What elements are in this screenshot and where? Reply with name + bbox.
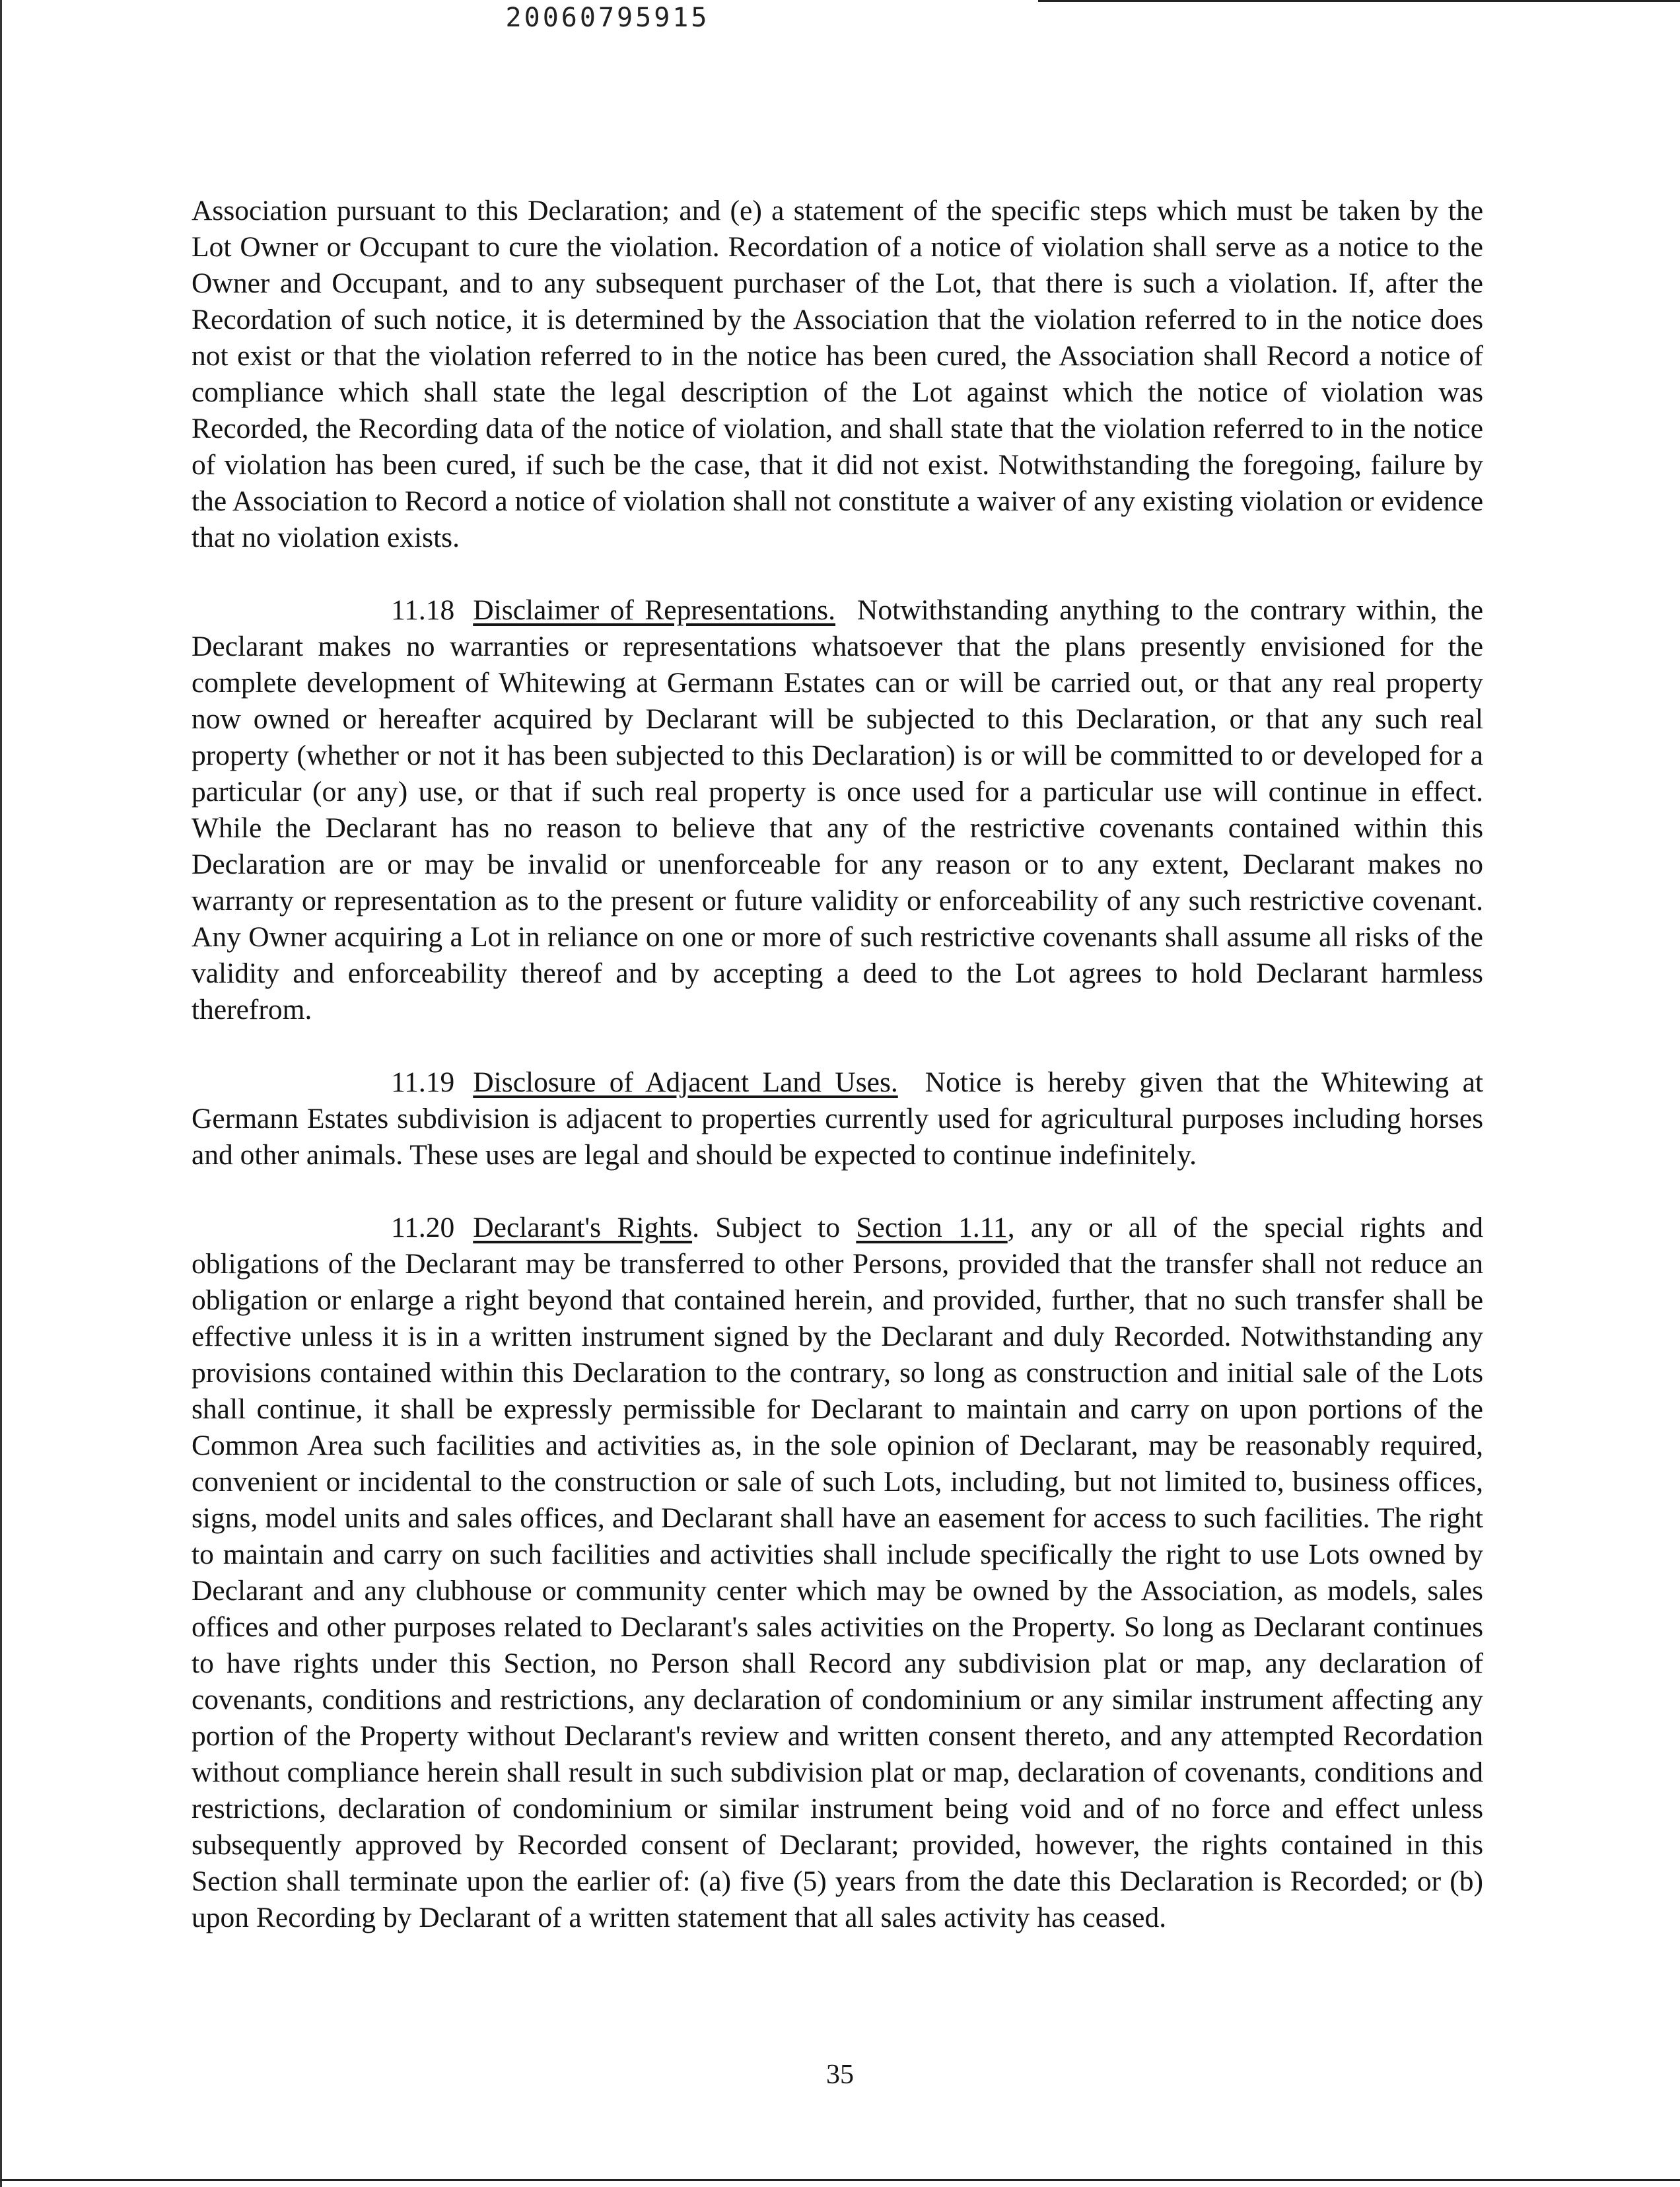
section-11-18 [192,592,1483,1028]
section-text-lead: . Subject to [692,1212,857,1243]
section-title: Disclaimer of Representations. [473,594,835,626]
section-text: , any or all of the special rights and obligations of the Declarant may be transferred to other Persons, provided that the transfer shall not reduce an obligation or enlarge a right beyond that contained herein, and provided, further, that no such transfer shall be effective unless it is in a written instrument signed by the Declarant and duly Recorded. Notwithstanding any provisions contained within this Declaration to the contrary, so long as construction and initial sale of the Lots shall continue, it shall be expressly permissible for Declarant to maintain and carry on upon portions of the Common Area such facilities and activities as, in the sole opinion of Declarant, may be reasonably required, convenient or incidental to the construction or sale of such Lots, including, but not limited to, business offices, signs, model units and sales offices, and Declarant shall have an easement for access to such facilities. The right to maintain and carry on such facilities and activities shall include specifically the right to use Lots owned by Declarant and any clubhouse or community center which may be owned by the Association, as models, sales offices and other purposes related to Declarant's sales activities on the Property. So long as Declarant continues to have rights under this Section, no Person shall Record any subdivision plat or map, any declaration of covenants, conditions and restrictions, any declaration of condominium or any similar instrument affecting any portion of the Property without Declarant's review and written consent thereto, and any attempted Recordation without compliance herein shall result in such subdivision plat or map, declaration of covenants, conditions and restrictions, declaration of condominium or similar instrument being void and of no force and effect unless subsequently approved by Recorded consent of Declarant; provided, however, the rights contained in this Section shall terminate upon the earlier of: (a) five (5) years from the date this Declaration is Recorded; or (b) upon Recording by Declarant of a written statement that all sales activity has ceased. [192,1212,1483,1933]
section-11-19 [192,1064,1483,1173]
document-body [192,193,1483,1972]
section-text: Notice is hereby given that the Whitewing at Germann Estates subdivision is adjacent to properties currently used for agricultural purposes including horses and other animals. These uses are legal and should be expected to continue indefinitely. [192,1066,1483,1171]
section-number: 11.20 [391,1212,455,1243]
section-title: Disclosure of Adjacent Land Uses. [473,1066,898,1098]
section-text: Notwithstanding anything to the contrary within, the Declarant makes no warranties or representations whatsoever that the plans presently envisioned for the complete development of Whitewing at Germann Estates can or will be carried out, or that any real property now owned or hereafter acquired by Declarant will be subjected to this Declaration, or that any such real property (whether or not it has been subjected to this Declaration) is or will be committed to or developed for a particular (or any) use, or that if such real property is once used for a particular use will continue in effect. While the Declarant has no reason to believe that any of the restrictive covenants contained within this Declaration are or may be invalid or unenforceable for any reason or to any extent, Declarant makes no warranty or representation as to the present or future validity or enforceability of any such restrictive covenant. Any Owner acquiring a Lot in reliance on one or more of such restrictive covenants shall assume all risks of the validity and enforceability thereof and by accepting a deed to the Lot agrees to hold Declarant harmless therefrom. [192,594,1483,1025]
page-number: 35 [826,2060,854,2090]
section-number: 11.18 [391,594,455,626]
continuation-paragraph: Association pursuant to this Declaration; and (e) a statement of the specific steps which must be taken by the Lot Owner or Occupant to cure the violation. Recordation of a notice of violation shall serve as a notice to the Owner and Occupant, and to any subsequent purchaser of the Lot, that there is such a violation. If, after the Recordation of such notice, it is determined by the Association that the violation referred to in the notice does not exist or that the violation referred to in the notice has been cured, the Association shall Record a notice of compliance which shall state the legal description of the Lot against which the notice of violation was Recorded, the Recording data of the notice of violation, and shall state that the violation referred to in the notice of violation has been cured, if such be the case, that it did not exist. Notwithstanding the foregoing, failure by the Association to Record a notice of violation shall not constitute a waiver of any existing violation or evidence that no violation exists. [192,195,1483,553]
section-cross-reference: Section 1.11 [856,1212,1008,1243]
section-title: Declarant's Rights [473,1212,693,1243]
section-number: 11.19 [391,1066,455,1098]
document-number: 20060795915 [505,3,710,33]
scan-top-edge-rule [1038,0,1680,2]
scan-bottom-edge-rule [0,2179,1680,2181]
section-11-20 [192,1210,1483,1936]
scan-left-edge-rule [0,0,2,2187]
